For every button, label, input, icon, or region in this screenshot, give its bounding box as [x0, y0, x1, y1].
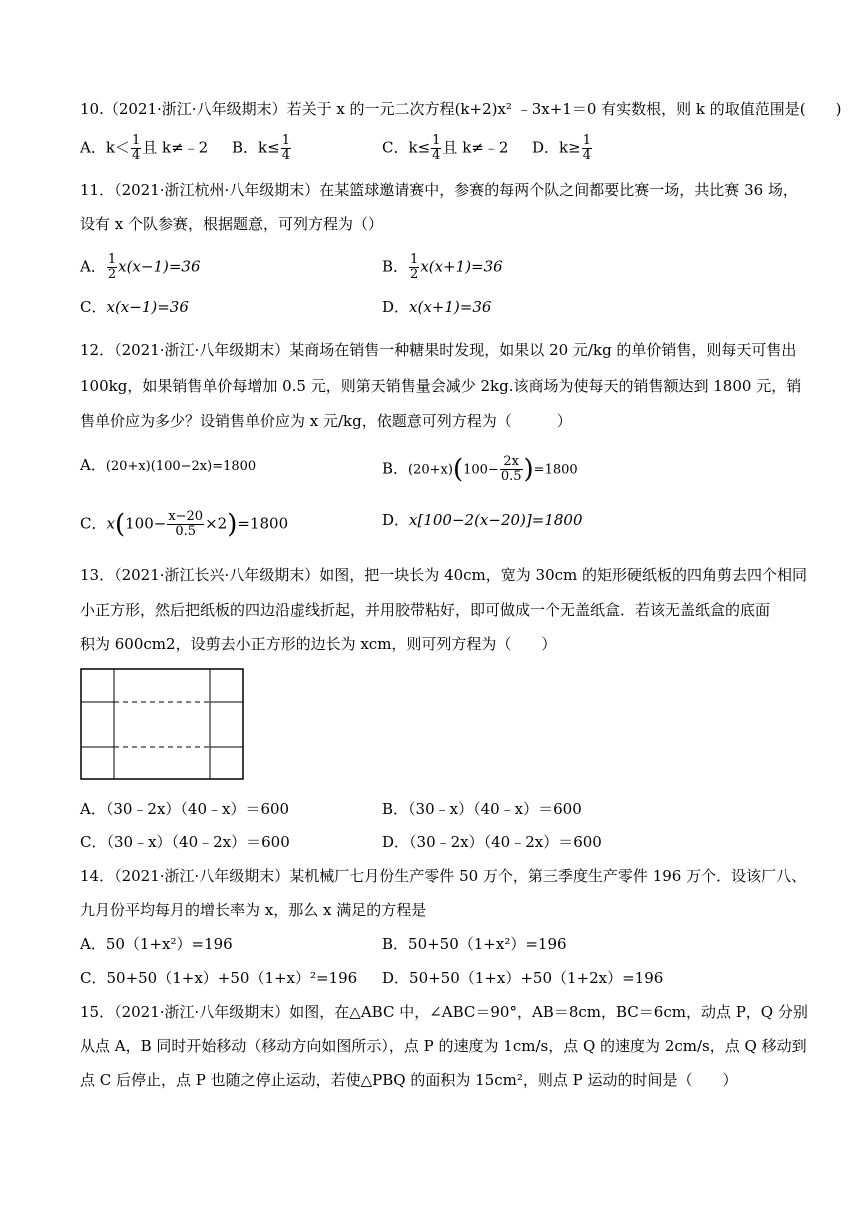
- q15-line-1: 15．（2021·浙江·八年级期末）如图，在△ABC 中，∠ABC＝90°，AB＝8cm，BC＝6cm，动点 P，Q 分别: [80, 1003, 808, 1021]
- q15-line-2: 从点 A，B 同时开始移动（移动方向如图所示），点 P 的速度为 1cm/s，点 Q 的速度为 2cm/s，点 Q 移动到: [80, 1037, 807, 1055]
- q10-stem: 10.（2021·浙江·八年级期末）若关于 x 的一元二次方程(k+2)x² ﹣3x+1＝0 有实数根，则 k 的取值范围是( ): [80, 100, 842, 118]
- q13-line-2: 小正方形，然后把纸板的四边沿虚线折起，并用胶带粘好，即可做成一个无盖纸盒．若该无盖纸盒的底面: [80, 601, 771, 619]
- q10-option-c: C．k≤ $\frac{1}{4}$ 且 k≠﹣2: [382, 133, 509, 163]
- q10-option-a: A．k＜ $\frac{1}{4}$ 且 k≠﹣2: [80, 133, 209, 163]
- q14-option-d: D．50+50（1+x）+50（1+2x）=196: [382, 969, 664, 987]
- q11-option-b: B． $\frac{1}{2}$ x(x+1)=36: [382, 252, 503, 282]
- q13-option-b: B．（30﹣x）（40﹣x）＝600: [382, 800, 582, 818]
- q14-line-2: 九月份平均每月的增长率为 x，那么 x 满足的方程是: [80, 901, 427, 919]
- q14-option-c: C．50+50（1+x）+50（1+x）²=196: [80, 969, 358, 987]
- q11-option-c: C．x(x−1)=36: [80, 298, 189, 316]
- q14-line-1: 14．（2021·浙江·八年级期末）某机械厂七月份生产零件 50 万个，第三季度生产零件 196 万个．设该厂八、: [80, 867, 807, 885]
- q13-line-1: 13．（2021·浙江长兴·八年级期末）如图，把一块长为 40cm，宽为 30cm 的矩形硬纸板的四角剪去四个相同: [80, 566, 808, 584]
- q12-option-b: B．(20+x)(100− $\frac{2x}{0.5}$ )=1800: [382, 454, 578, 485]
- q14-option-b: B．50+50（1+x²）=196: [382, 935, 567, 953]
- q12-option-c: C．x(100− $\frac{x-20}{0.5}$ ×2)=1800: [80, 509, 289, 540]
- cardboard-box-figure: [80, 668, 250, 786]
- q12-line-3: 售单价应为多少？设销售单价应为 x 元/kg，依题意可列方程为（ ）: [80, 412, 572, 430]
- q15-line-3: 点 C 后停止，点 P 也随之停止运动，若使△PBQ 的面积为 15cm²，则点 P 运动的时间是（ ）: [80, 1071, 738, 1089]
- q11-option-a: A． $\frac{1}{2}$ x(x−1)=36: [80, 252, 201, 282]
- q12-line-2: 100kg，如果销售单价每增加 0.5 元，则第天销售量会减少 2kg.该商场为使每天的销售额达到 1800 元，销: [80, 377, 802, 395]
- q13-option-d: D．（30﹣2x）（40﹣2x）＝600: [382, 833, 602, 851]
- q11-line-1: 11．（2021·浙江杭州·八年级期末）在某篮球邀请赛中，参赛的每两个队之间都要比赛一场，共比赛 36 场，: [80, 181, 798, 199]
- q13-line-3: 积为 600cm2，设剪去小正方形的边长为 xcm，则可列方程为（ ）: [80, 635, 557, 653]
- q13-option-c: C．（30﹣x）（40﹣2x）＝600: [80, 833, 290, 851]
- q14-option-a: A．50（1+x²）=196: [80, 935, 233, 953]
- q13-option-a: A．（30﹣2x）（40﹣x）＝600: [80, 800, 290, 818]
- q11-option-d: D．x(x+1)=36: [382, 298, 492, 316]
- q10-option-b: B．k≤ $\frac{1}{4}$: [232, 133, 290, 163]
- q10-option-d: D．k≥ $\frac{1}{4}$: [532, 133, 591, 163]
- q12-line-1: 12．（2021·浙江·八年级期末）某商场在销售一种糖果时发现，如果以 20 元/kg 的单价销售，则每天可售出: [80, 341, 797, 359]
- q11-line-2: 设有 x 个队参赛，根据题意，可列方程为（）: [80, 215, 383, 233]
- q12-option-a: A．(20+x)(100−2x)=1800: [80, 456, 257, 474]
- q12-option-d: D．x[100−2(x−20)]=1800: [382, 511, 583, 529]
